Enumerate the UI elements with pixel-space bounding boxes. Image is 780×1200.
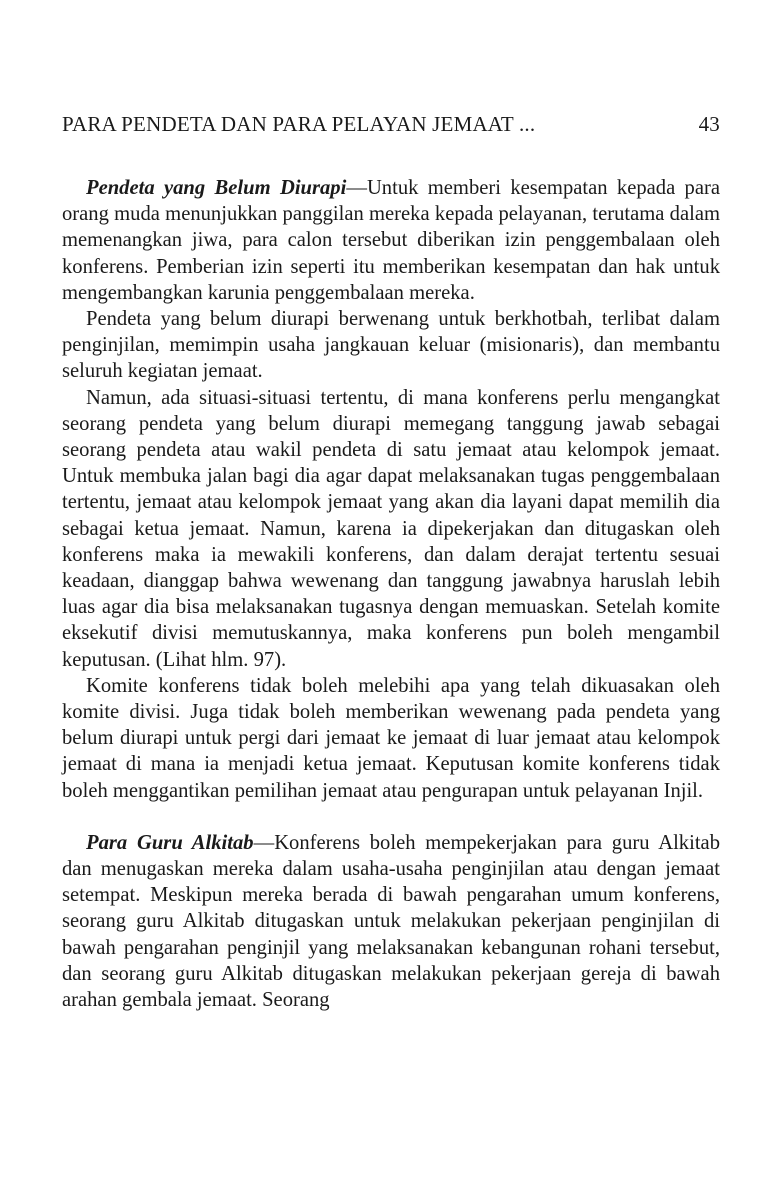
paragraph	[62, 175, 720, 306]
section-heading: Pendeta yang Belum Diurapi	[86, 177, 347, 199]
book-page	[62, 112, 720, 1013]
paragraph-text: —Konferens boleh mempekerjakan para guru Alkitab dan menugaskan mereka dalam usaha-usaha penginjilan atau dengan jemaat setempat. Meskipun mereka berada di bawah pengarahan umum konferens, seorang guru Alkitab ditugaskan untuk melakukan pekerjaan penginjilan di bawah pengarahan penginjil yang melaksanakan kebangunan rohani tersebut, dan seorang guru Alkitab ditugaskan melakukan pekerjaan gereja di bawah arahan gembala jemaat. Seorang	[62, 831, 720, 1012]
section-bible-teachers	[62, 830, 720, 1013]
running-header-title: PARA PENDETA DAN PARA PELAYAN JEMAAT ...	[62, 112, 536, 136]
paragraph: Namun, ada situasi-situasi tertentu, di mana konferens perlu mengangkat seorang pendeta yang belum diurapi memegang tanggung jawab sebagai seorang pendeta atau wakil pendeta di satu jemaat atau kelompok jemaat. Untuk membuka jalan bagi dia agar dapat melaksanakan tugas penggembalaan tertentu, jemaat atau kelompok jemaat yang akan dia layani dapat memilih dia sebagai ketua jemaat. Namun, karena ia dipekerjakan dan ditugaskan oleh konferens maka ia mewakili konferens, dan dalam derajat tertentu sesuai keadaan, dianggap bahwa wewenang dan tanggung jawabnya haruslah lebih luas agar dia bisa melaksanakan tugasnya dengan memuaskan. Setelah komite eksekutif divisi memutuskannya, maka konferens pun boleh mengambil keputusan. (Lihat hlm. 97).	[62, 386, 720, 671]
section-unordained-pastor	[62, 175, 720, 804]
paragraph-text: —Untuk memberi kesempatan kepada para orang muda menunjukkan panggilan mereka kepada pelayanan, terutama dalam memenangkan jiwa, para calon tersebut diberikan izin penggembalaan oleh konferens. Pemberian izin seperti itu memberikan kesempatan dan hak untuk mengembangkan karunia penggembalaan mereka.	[62, 177, 720, 304]
paragraph: Komite konferens tidak boleh melebihi apa yang telah dikuasakan oleh komite divisi. Juga tidak boleh memberikan wewenang pada pendeta yang belum diurapi untuk pergi dari jemaat ke jemaat di luar jemaat atau kelompok jemaat di mana ia menjadi ketua jemaat. Keputusan komite konferens tidak boleh menggantikan pemilihan jemaat atau pengurapan untuk pelayanan Injil.	[62, 674, 720, 802]
running-header	[62, 112, 720, 137]
section-heading: Para Guru Alkitab	[86, 831, 254, 854]
paragraph	[62, 830, 720, 1013]
page-number: 43	[698, 112, 720, 136]
paragraph: Pendeta yang belum diurapi berwenang untuk berkhotbah, terlibat dalam penginjilan, memimpin usaha jangkauan keluar (misionaris), dan membantu seluruh kegiatan jemaat.	[62, 308, 720, 383]
